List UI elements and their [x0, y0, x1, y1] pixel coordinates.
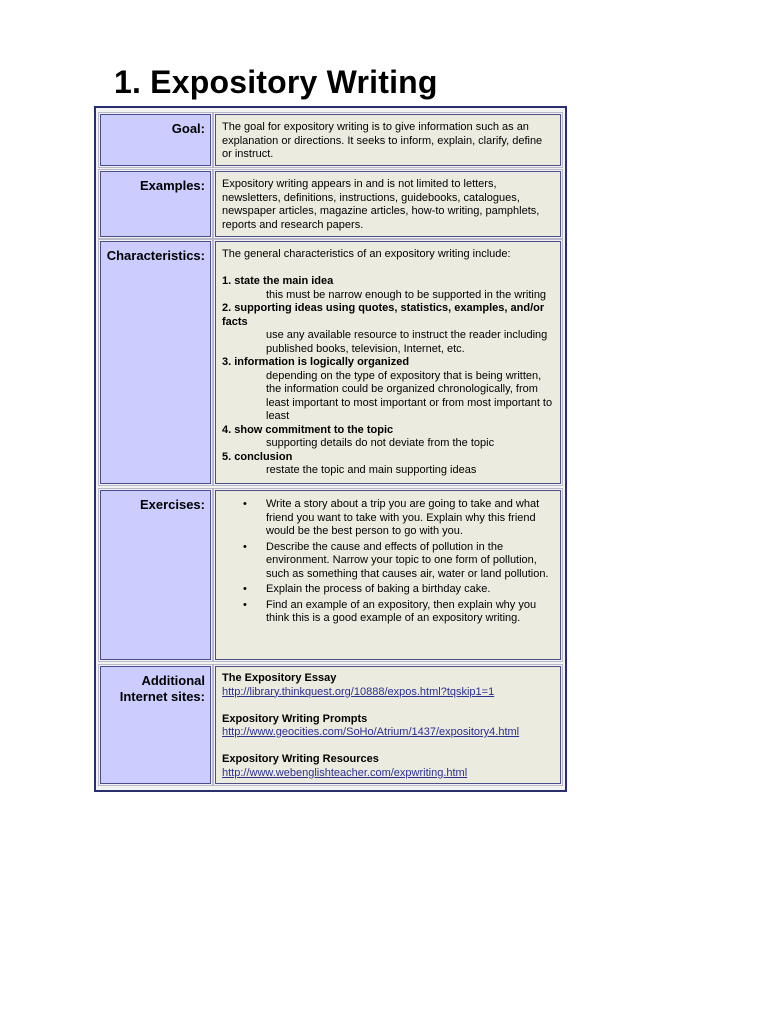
list-item: [243, 598, 554, 626]
characteristics-content: [215, 241, 561, 484]
characteristic-item: [222, 302, 554, 356]
exercise-text: Write a story about a trip you are going to take and what friend you want to take with you. Explain why this friend would be the best person to go with you.: [266, 498, 540, 537]
goal-label: Goal:: [100, 114, 211, 166]
exercises-label: Exercises:: [100, 490, 211, 660]
characteristics-label: Characteristics:: [100, 241, 211, 484]
exercise-text: Find an example of an expository, then explain why you think this is a good example of an expository writing.: [266, 598, 537, 624]
site-entry: [222, 713, 554, 740]
site-entry: [222, 672, 554, 699]
exercise-list: [222, 498, 554, 626]
bullet-icon: •: [243, 598, 247, 611]
bullet-icon: •: [243, 583, 247, 595]
characteristic-item: [222, 275, 554, 302]
goal-text: The goal for expository writing is to give information such as an explanation or directions. It seeks to inform, explain, clarify, define or instruct.: [222, 121, 543, 160]
list-item: [243, 540, 554, 582]
characteristic-detail: depending on the type of expository that is being written, the information could be organized chronologically, from least important to most important or from most important to least: [266, 369, 553, 422]
examples-content: [215, 171, 561, 237]
sites-label: Additional Internet sites:: [100, 666, 211, 784]
characteristic-item: [222, 451, 554, 478]
exercise-text: Describe the cause and effects of pollution in the environment. Narrow your topic to one form of pollution, such as something that causes air, water or land pollution.: [266, 540, 549, 580]
characteristic-heading: 1. state the main idea: [222, 275, 334, 287]
characteristic-item: [222, 424, 554, 451]
characteristic-detail: this must be narrow enough to be supported in the writing: [266, 288, 547, 301]
site-link[interactable]: http://www.webenglishteacher.com/expwriting.html: [222, 766, 468, 779]
site-link[interactable]: http://library.thinkquest.org/10888/expos.html?tqskip1=1: [222, 685, 495, 698]
exercises-content: [215, 490, 561, 660]
site-entry: [222, 753, 554, 780]
characteristic-detail: supporting details do not deviate from the topic: [266, 437, 495, 449]
site-name: Expository Writing Prompts: [222, 712, 368, 725]
exercise-text: Explain the process of baking a birthday cake.: [266, 583, 491, 595]
characteristic-heading: 3. information is logically organized: [222, 356, 410, 368]
characteristic-heading: 5. conclusion: [222, 450, 293, 463]
characteristic-heading: 4. show commitment to the topic: [222, 423, 394, 436]
sites-content: [215, 666, 561, 784]
examples-text: Expository writing appears in and is not limited to letters, newsletters, definitions, instructions, guidebooks, catalogues, newspaper articles, magazine articles, how-to writing, pamphlets, reports and research papers.: [222, 178, 540, 231]
bullet-icon: •: [243, 498, 247, 510]
characteristic-detail: restate the topic and main supporting ideas: [266, 464, 477, 476]
bullet-icon: •: [243, 540, 247, 553]
characteristics-intro: The general characteristics of an expository writing include:: [222, 248, 511, 260]
examples-label: Examples:: [100, 171, 211, 237]
site-name: Expository Writing Resources: [222, 753, 379, 765]
characteristic-item: [222, 356, 554, 424]
list-item: [243, 498, 554, 539]
site-link[interactable]: http://www.geocities.com/SoHo/Atrium/1437/expository4.html: [222, 726, 520, 738]
list-item: [243, 583, 554, 597]
characteristic-detail: use any available resource to instruct the reader including published books, television, Internet, etc.: [266, 329, 548, 355]
goal-content: [215, 114, 561, 166]
page-title: 1. Expository Writing: [114, 64, 438, 100]
site-name: The Expository Essay: [222, 672, 337, 684]
characteristic-heading: 2. supporting ideas using quotes, statistics, examples, and/or facts: [222, 302, 545, 328]
